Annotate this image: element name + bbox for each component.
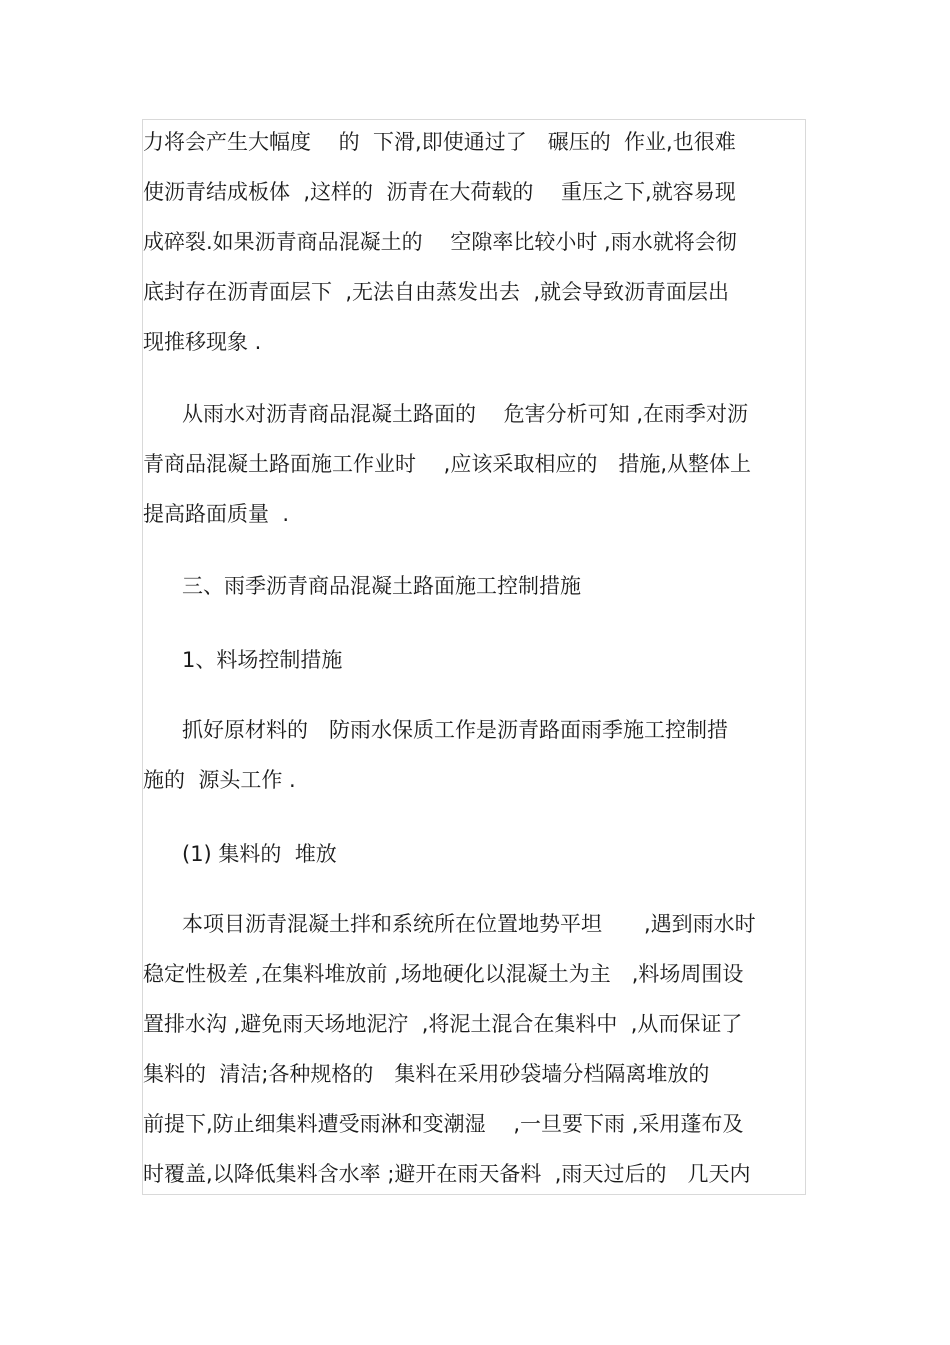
text-line: 前提下,防止细集料遭受雨淋和变潮湿 ,一旦要下雨 ,采用蓬布及 bbox=[143, 1112, 744, 1136]
text-line: 施的 源头工作 . bbox=[143, 768, 296, 792]
text-line: 现推移现象 . bbox=[143, 330, 262, 354]
text-line: 力将会产生大幅度 的 下滑,即使通过了 碾压的 作业,也很难 bbox=[143, 130, 736, 154]
paragraph-first-line: 抓好原材料的 防雨水保质工作是沥青路面雨季施工控制措 bbox=[182, 718, 728, 742]
text-line: 集料的 清洁;各种规格的 集料在采用砂袋墙分档隔离堆放的 bbox=[143, 1062, 710, 1086]
text-line: 稳定性极差 ,在集料堆放前 ,场地硬化以混凝土为主 ,料场周围设 bbox=[143, 962, 744, 986]
subsection-heading: 1、料场控制措施 bbox=[182, 648, 343, 672]
text-line: 置排水沟 ,避免雨天场地泥泞 ,将泥土混合在集料中 ,从而保证了 bbox=[143, 1012, 743, 1036]
text-line: 提高路面质量 . bbox=[143, 502, 290, 526]
text-line: 底封存在沥青面层下 ,无法自由蒸发出去 ,就会导致沥青面层出 bbox=[143, 280, 730, 304]
text-line: 成碎裂.如果沥青商品混凝土的 空隙率比较小时 ,雨水就将会彻 bbox=[143, 230, 737, 254]
text-line: 使沥青结成板体 ,这样的 沥青在大荷载的 重压之下,就容易现 bbox=[143, 180, 736, 204]
section-heading: 三、雨季沥青商品混凝土路面施工控制措施 bbox=[182, 574, 581, 598]
paragraph-first-line: 本项目沥青混凝土拌和系统所在位置地势平坦 ,遇到雨水时 bbox=[182, 912, 756, 936]
text-line: 时覆盖,以降低集料含水率 ;避开在雨天备料 ,雨天过后的 几天内 bbox=[143, 1162, 751, 1186]
text-line: 青商品混凝土路面施工作业时 ,应该采取相应的 措施,从整体上 bbox=[143, 452, 752, 476]
paragraph-first-line: 从雨水对沥青商品混凝土路面的 危害分析可知 ,在雨季对沥 bbox=[182, 402, 749, 426]
item-heading: (1) 集料的 堆放 bbox=[182, 842, 337, 866]
